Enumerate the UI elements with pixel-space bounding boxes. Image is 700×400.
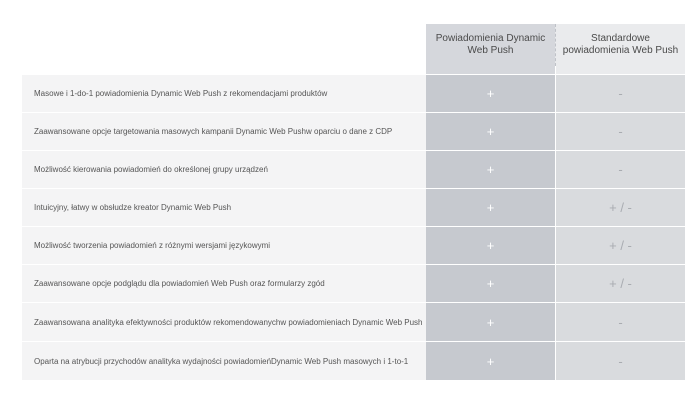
- standard-support-mark: + / -: [555, 188, 685, 226]
- dynamic-support-mark: +: [426, 150, 555, 188]
- feature-label-line: Dynamic Web Push masowych i 1-to-1: [271, 356, 409, 366]
- header-spacer: [22, 24, 426, 66]
- feature-label-line: Masowe i 1-do-1 powiadomienia Dynamic Web Push z rekomendacjami produktów: [34, 89, 328, 98]
- feature-label: [22, 341, 426, 380]
- feature-label-line: Intuicyjny, łatwy w obsłudze kreator Dynamic Web Push: [34, 203, 232, 212]
- dynamic-support-mark: +: [426, 112, 555, 150]
- gap-dynamic: [426, 66, 555, 74]
- standard-support-mark: + / -: [555, 264, 685, 302]
- dynamic-support-mark: +: [426, 226, 555, 264]
- header-standard-web-push: Standardowe powiadomienia Web Push: [555, 24, 685, 66]
- gap-standard: [555, 66, 685, 74]
- feature-label-line: Możliwość kierowania powiadomień do określonej grupy urządzeń: [34, 165, 268, 174]
- dynamic-support-mark: +: [426, 188, 555, 226]
- standard-support-mark: + / -: [555, 226, 685, 264]
- standard-support-mark: -: [555, 74, 685, 112]
- feature-label-line: Zaawansowane opcje targetowania masowych kampanii Dynamic Web Push: [34, 127, 306, 136]
- feature-label: [22, 74, 426, 112]
- dynamic-support-mark: +: [426, 341, 555, 380]
- feature-label-line: Zaawansowane opcje podglądu dla powiadomień Web Push oraz formularzy zgód: [34, 279, 325, 288]
- feature-label: [22, 188, 426, 226]
- standard-support-mark: -: [555, 302, 685, 341]
- header-dynamic-web-push: Powiadomienia Dynamic Web Push: [426, 24, 555, 66]
- feature-label: [22, 150, 426, 188]
- feature-label-line: w oparciu o dane z CDP: [306, 127, 393, 136]
- feature-label-line: Oparta na atrybucji przychodów analityka wydajności powiadomień: [34, 356, 272, 366]
- feature-label-line: w powiadomieniach Dynamic Web Push: [280, 317, 423, 327]
- feature-label-line: Możliwość tworzenia powiadomień z różnymi wersjami językowymi: [34, 241, 271, 250]
- feature-label: [22, 302, 426, 341]
- dynamic-support-mark: +: [426, 302, 555, 341]
- standard-support-mark: -: [555, 150, 685, 188]
- standard-support-mark: -: [555, 341, 685, 380]
- feature-label: [22, 264, 426, 302]
- comparison-table: [22, 24, 685, 380]
- dynamic-support-mark: +: [426, 264, 555, 302]
- feature-label: [22, 226, 426, 264]
- feature-label-line: Zaawansowana analityka efektywności produktów rekomendowanych: [34, 317, 281, 327]
- standard-support-mark: -: [555, 112, 685, 150]
- feature-label: [22, 112, 426, 150]
- dynamic-support-mark: +: [426, 74, 555, 112]
- gap-spacer: [22, 66, 426, 74]
